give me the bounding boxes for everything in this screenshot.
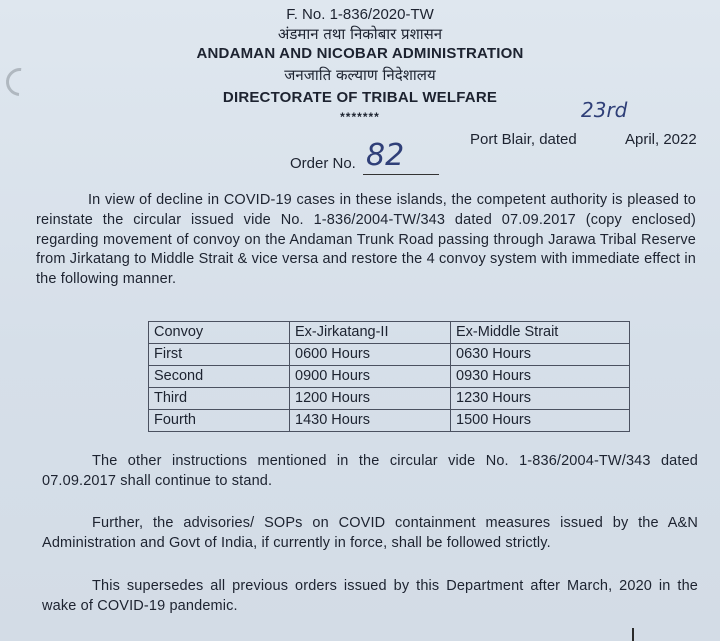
table-cell: 0900 Hours [290,366,451,388]
table-cell: 0630 Hours [451,344,630,366]
table-cell: Fourth [149,410,290,432]
table-header: Ex-Middle Strait [451,322,630,344]
table-cell: Third [149,388,290,410]
convoy-table [148,321,630,432]
directorate-title: DIRECTORATE OF TRIBAL WELFARE [222,89,498,106]
table-header: Ex-Jirkatang-II [290,322,451,344]
paragraph-3: Further, the advisories/ SOPs on COVID containment measures issued by the A&N Administration and Govt of India, if currently in force, shall be followed strictly. [42,515,698,551]
table-row [149,410,630,432]
paragraph-4: This supersedes all previous orders issued by this Department after March, 2020 in the wake of COVID-19 pandemic. [42,578,698,614]
separator-stars: ******* [340,110,380,124]
administration-title: ANDAMAN AND NICOBAR ADMINISTRATION [196,45,524,62]
hindi-directorate: जनजाति कल्याण निदेशालय [284,66,436,84]
page-mark [632,628,634,641]
handwritten-order-number: 82 [366,138,405,173]
handwritten-date: 23rd [581,98,628,122]
table-cell: 0600 Hours [290,344,451,366]
table-cell: Second [149,366,290,388]
table-cell: 1500 Hours [451,410,630,432]
table-cell: First [149,344,290,366]
table-cell: 1200 Hours [290,388,451,410]
dated-label: Port Blair, dated [470,131,577,148]
table-row [149,344,630,366]
paragraph-2: The other instructions mentioned in the circular vide No. 1-836/2004-TW/343 dated 07.09.2017 shall continue to stand. [42,453,698,489]
table-header-row [149,322,630,344]
order-underline [363,174,439,175]
hindi-administration: अंडमान तथा निकोबार प्रशासन [277,25,443,43]
table-cell: 0930 Hours [451,366,630,388]
paragraph-1: In view of decline in COVID-19 cases in these islands, the competent authority is pleased to reinstate the circular issued vide No. 1-836/2004-TW/343 dated 07.09.2017 (copy enclosed) regarding movement of convoy on the Andaman Trunk Road passing through Jarawa Tribal Reserve from Jirkatang to Middle Strait & vice versa and restore the 4 convoy system with immediate effect in the following manner. [36,192,696,288]
table-row [149,388,630,410]
month-year: April, 2022 [625,131,697,148]
table-row [149,366,630,388]
table-header: Convoy [149,322,290,344]
order-label: Order No. [290,155,356,172]
table-cell: 1430 Hours [290,410,451,432]
table-cell: 1230 Hours [451,388,630,410]
file-number: F. No. 1-836/2020-TW [286,6,434,23]
